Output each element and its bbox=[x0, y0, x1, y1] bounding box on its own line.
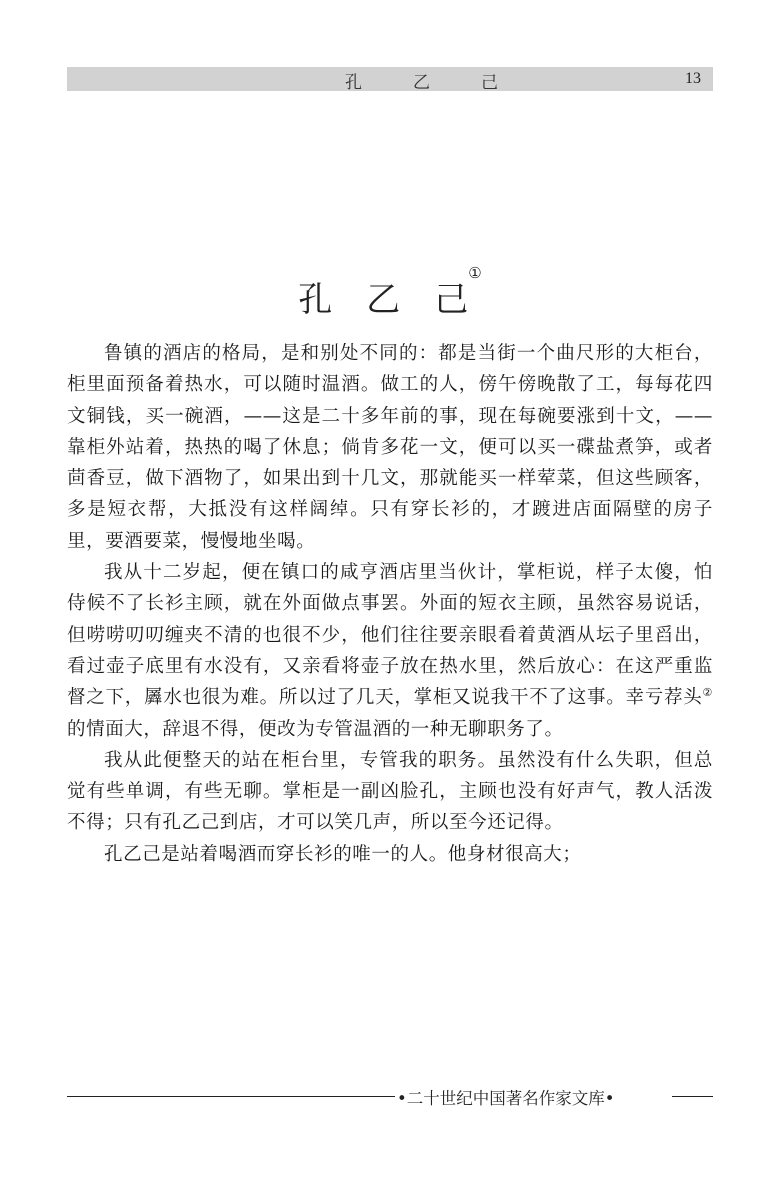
footer-series-name: •二十世纪中国著名作家文库• bbox=[397, 1089, 615, 1108]
paragraph-3: 我从此便整天的站在柜台里，专管我的职务。虽然没有什么失职，但总觉有些单调，有些无聊。掌柜是一副凶脸孔，主顾也没有好声气，教人活泼不得；只有孔乙己到店，才可以笑几声，所以至今还记得。 bbox=[67, 749, 713, 834]
paragraph-1: 鲁镇的酒店的格局，是和别处不同的：都是当街一个曲尺形的大柜台，柜里面预备着热水，可以随时温酒。做工的人，傍午傍晚散了工，每每花四文铜钱，买一碗酒，——这是二十多年前的事，现在每碗要涨到十文，——靠柜外站着，热热的喝了休息；倘肯多花一文，便可以买一碟盐煮笋，或者茴香豆，做下酒物了，如果出到十几文，那就能买一样荤菜，但这些顾客，多是短衣帮，大抵没有这样阔绰。只有穿长衫的，才踱进店面隔壁的房子里，要酒要菜，慢慢地坐喝。 bbox=[67, 343, 713, 552]
body-text bbox=[67, 338, 713, 870]
footer-rule-left bbox=[67, 1096, 395, 1097]
paragraph-2 bbox=[67, 557, 713, 745]
paragraph-2-part-1: 我从十二岁起，便在镇口的咸亨酒店里当伙计，掌柜说，样子太傻，怕侍候不了长衫主顾，就在外面做点事罢。外面的短衣主顾，虽然容易说话，但唠唠叨叨缠夹不清的也很不少，他们往往要亲眼看着黄酒从坛子里舀出，看过壶子底里有水没有，又亲看将壶子放在热水里，然后放心：在这严重监督之下，羼水也很为难。所以过了几天，掌柜又说我干不了这事。幸亏荐头 bbox=[67, 562, 713, 709]
footer-rule-right bbox=[672, 1096, 713, 1097]
paragraph-4: 孔乙己是站着喝酒而穿长衫的唯一的人。他身材很高大； bbox=[104, 843, 582, 865]
title-footnote-mark: ① bbox=[468, 264, 482, 282]
page-number: 13 bbox=[685, 70, 701, 87]
paragraph-2-part-2: 的情面大，辞退不得，便改为专管温酒的一种无聊职务了。 bbox=[67, 718, 564, 740]
footnote-mark: ② bbox=[702, 686, 713, 700]
running-title: 孔 乙 己 bbox=[345, 73, 498, 93]
chapter-title-text: 孔 乙 己 bbox=[298, 280, 469, 320]
chapter-title bbox=[0, 264, 780, 321]
running-header-bar bbox=[67, 67, 713, 91]
